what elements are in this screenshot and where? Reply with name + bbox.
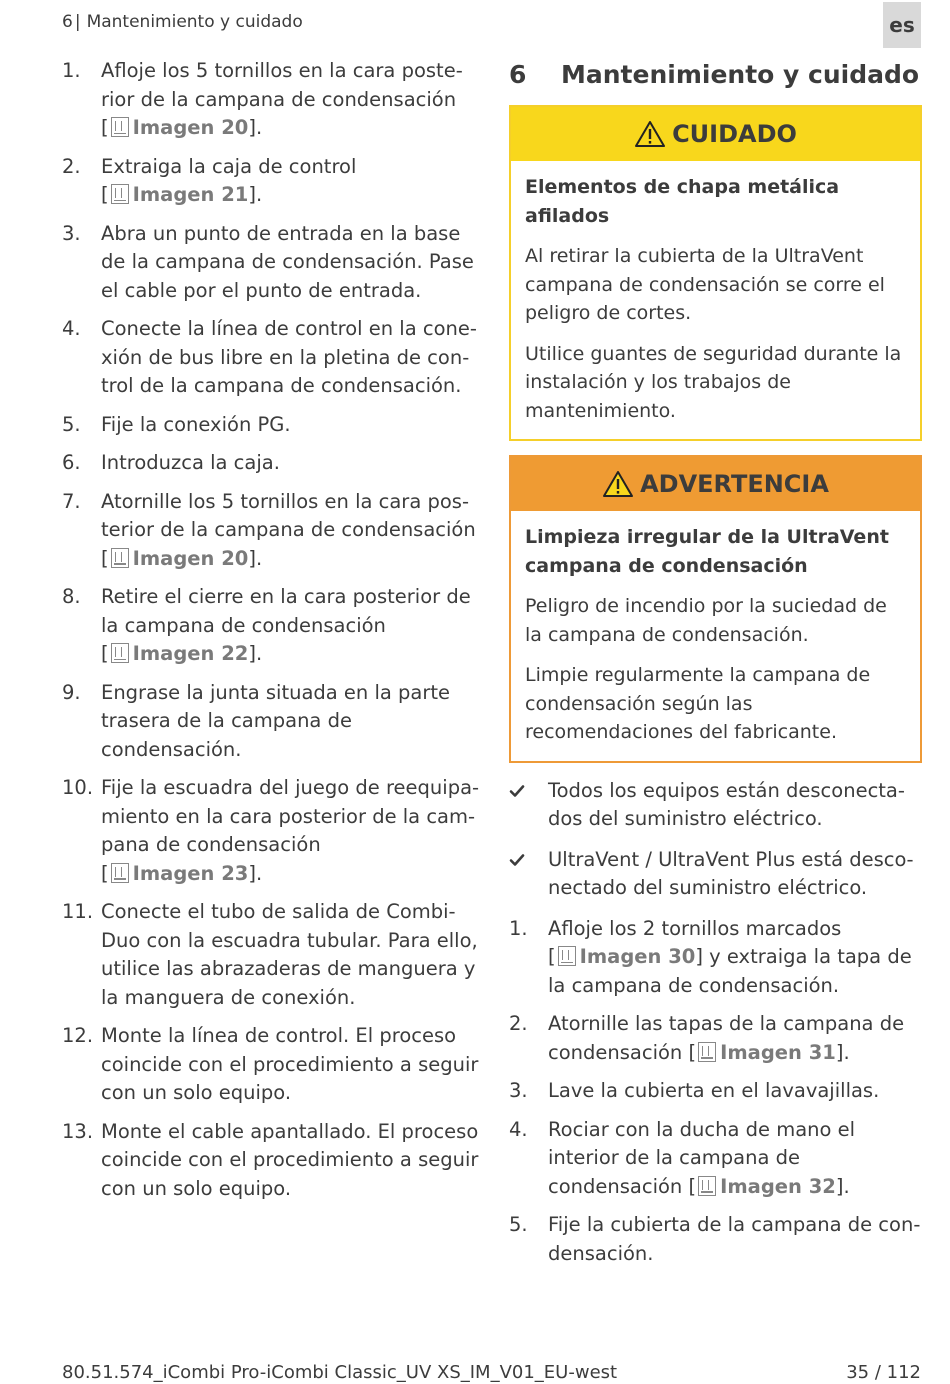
figure-reference-text[interactable]: Imagen 22 — [132, 642, 249, 665]
figure-reference-link[interactable]: [ Imagen 21] — [101, 183, 256, 206]
list-item: 2. Atornille las tapas de la campana de condensación [ Imagen 31]. — [509, 1012, 905, 1064]
section-heading — [509, 59, 922, 91]
caution-title: Elementos de chapa metálica afilados — [525, 176, 840, 227]
step-text: Afloje los 2 tornillos marcados — [548, 916, 842, 940]
list-item — [509, 915, 922, 1001]
step-number: 8. — [62, 585, 81, 608]
header-separator: | — [74, 12, 81, 32]
prerequisite-text: UltraVent / UltraVent Plus está desconectado del suministro eléctrico. — [548, 847, 914, 899]
cleaning-steps-list — [509, 915, 922, 1269]
step-number: 1. — [509, 916, 528, 940]
list-item — [62, 1118, 482, 1204]
step-text: Atornille los 5 tornillos en la cara posterior de la campana de condensación — [101, 489, 476, 541]
checkmark-icon — [509, 783, 525, 799]
list-item — [62, 220, 482, 306]
figure-reference-link[interactable]: [ Imagen 31] — [688, 1040, 844, 1064]
figure-icon — [111, 643, 129, 663]
caution-notice — [509, 105, 922, 441]
figure-icon — [698, 1176, 716, 1196]
warning-text-2: Limpie regularmente la campana de condensación según las recomendaciones del fabricante. — [525, 664, 871, 743]
prerequisite-item — [509, 777, 922, 834]
warning-notice — [509, 455, 922, 763]
step-text: Lave la cubierta en el lavavajillas. — [548, 1079, 880, 1102]
figure-reference-link[interactable]: [ Imagen 20] — [101, 116, 256, 139]
step-text: Conecte el tubo de salida de CombiDuo con la escuadra tubular. Para ello, utilice las abrazaderas de manguera y la manguera de conexión. — [101, 900, 478, 1009]
figure-reference-text[interactable]: Imagen 32 — [720, 1174, 836, 1198]
step-number: 3. — [509, 1079, 528, 1102]
caution-body — [511, 161, 920, 439]
chapter-title: Mantenimiento y cuidado — [86, 12, 303, 32]
step-text: Extraiga la caja de control — [101, 154, 357, 178]
prerequisites-list — [509, 777, 922, 903]
figure-reference-text[interactable]: Imagen 20 — [132, 116, 249, 139]
figure-icon — [111, 117, 129, 137]
list-item: 7. Atornille los 5 tornillos en la cara posterior de la campana de condensación [ Imagen 20]. — [62, 489, 476, 570]
caution-text-1: Al retirar la cubierta de la UltraVent campana de condensación se corre el peligro de cortes. — [525, 245, 885, 324]
list-item: 2. Extraiga la caja de control [ Imagen 21]. — [62, 154, 357, 206]
figure-icon — [111, 184, 129, 204]
figure-reference-link[interactable]: [ Imagen 23] — [101, 861, 256, 885]
figure-reference-text[interactable]: Imagen 31 — [720, 1040, 836, 1064]
warning-label: ADVERTENCIA — [640, 470, 829, 498]
step-number: 6. — [62, 451, 81, 474]
warning-title: Limpieza irregular de la UltraVent campana de condensación — [525, 526, 889, 577]
figure-reference-text[interactable]: Imagen 30 — [579, 945, 696, 968]
step-text: Afloje los 5 tornillos en la cara posterior de la campana de condensación — [101, 59, 463, 111]
section-number: 6 — [509, 60, 527, 89]
figure-reference-link[interactable]: [ Imagen 22] — [101, 642, 256, 665]
step-number: 5. — [62, 412, 81, 436]
step-text: Fije la cubierta de la campana de condensación. — [548, 1213, 921, 1265]
list-item: 1. Afloje los 5 tornillos en la cara posterior de la campana de condensación [ Imagen 20]. — [62, 59, 463, 139]
step-number: 7. — [62, 489, 81, 513]
warning-triangle-icon — [602, 470, 634, 498]
running-header — [62, 12, 303, 32]
warning-triangle-icon — [634, 120, 666, 148]
step-number: 12. — [62, 1024, 94, 1047]
figure-reference-link[interactable]: [ Imagen 32] — [688, 1174, 844, 1198]
step-number: 10. — [62, 776, 94, 799]
step-text: Engrase la junta situada en la parte trasera de la campana de condensación. — [101, 680, 451, 761]
step-number: 2. — [62, 154, 81, 178]
step-number: 2. — [509, 1012, 528, 1035]
step-text: Monte el cable apantallado. El proceso coincide con el procedimiento a seguir con un solo equipo. — [101, 1119, 479, 1200]
figure-reference-link[interactable]: [ Imagen 20] — [101, 546, 256, 570]
figure-icon — [111, 548, 129, 568]
list-item — [62, 315, 482, 401]
list-item — [62, 411, 482, 440]
installation-steps-list — [62, 57, 482, 1203]
list-item — [62, 898, 482, 1012]
footer-document-id: 80.51.574_iCombi Pro-iCombi Classic_UV XS_IM_V01_EU-west — [62, 1362, 618, 1383]
step-text: Atornille las tapas de la campana de condensación — [548, 1012, 905, 1064]
step-number: 13. — [62, 1119, 94, 1143]
list-item: 10. Fije la escuadra del juego de reequipamiento en la cara posterior de la campana de condensación [ Imagen 23]. — [62, 776, 480, 885]
step-text: Introduzca la caja. — [101, 451, 280, 474]
step-text-continued: y extraiga la tapa de la campana de condensación. — [548, 945, 912, 997]
list-item: 4. Rociar con la ducha de mano el interior de la campana de condensación [ Imagen 32]. — [509, 1117, 856, 1198]
left-column — [62, 57, 482, 1213]
step-text: Monte la línea de control. El proceso coincide con el procedimiento a seguir con un solo equipo. — [101, 1024, 479, 1104]
step-text: Rociar con la ducha de mano el interior de la campana de condensación — [548, 1117, 856, 1198]
list-item — [62, 679, 482, 765]
step-number: 3. — [62, 221, 81, 245]
figure-icon — [558, 946, 576, 966]
list-item — [62, 449, 482, 478]
figure-icon — [698, 1042, 716, 1062]
chapter-number: 6 — [62, 12, 73, 32]
step-number: 11. — [62, 900, 94, 923]
warning-body — [511, 511, 920, 761]
caution-header — [511, 107, 920, 161]
language-badge: es — [883, 2, 921, 48]
list-item — [509, 1077, 922, 1106]
step-number: 9. — [62, 680, 81, 704]
step-number: 4. — [62, 317, 81, 340]
figure-icon — [111, 863, 129, 883]
footer-page-number: 35 / 112 — [846, 1362, 921, 1383]
figure-reference-link[interactable]: [ Imagen 30] — [548, 945, 703, 968]
warning-text-1: Peligro de incendio por la suciedad de la campana de condensación. — [525, 595, 887, 646]
list-item: 8. Retire el cierre en la cara posterior de la campana de condensación [ Imagen 22]. — [62, 585, 471, 665]
step-text: Fije la conexión PG. — [101, 412, 291, 436]
prerequisite-item — [509, 846, 922, 903]
figure-reference-text[interactable]: Imagen 20 — [132, 546, 249, 570]
checkmark-icon — [509, 852, 525, 868]
warning-header — [511, 457, 920, 511]
figure-reference-text[interactable]: Imagen 21 — [132, 183, 249, 206]
caution-text-2: Utilice guantes de seguridad durante la instalación y los trabajos de mantenimiento. — [525, 342, 902, 422]
step-text: Conecte la línea de control en la conexión de bus libre en la pletina de control de la campana de condensación. — [101, 317, 477, 397]
prerequisite-text: Todos los equipos están desconectados del suministro eléctrico. — [548, 778, 905, 830]
list-item — [509, 1211, 922, 1268]
step-text: Retire el cierre en la cara posterior de la campana de condensación — [101, 585, 471, 637]
step-number: 1. — [62, 59, 81, 82]
caution-label: CUIDADO — [672, 120, 797, 148]
step-text: Fije la escuadra del juego de reequipamiento en la cara posterior de la campana de condensación — [101, 776, 480, 856]
step-number: 4. — [509, 1117, 528, 1141]
right-column — [509, 57, 922, 1278]
section-title: Mantenimiento y cuidado — [561, 60, 920, 89]
step-number: 5. — [509, 1213, 528, 1236]
step-text: Abra un punto de entrada en la base de la campana de condensación. Pase el cable por el punto de entrada. — [101, 221, 474, 302]
figure-reference-text[interactable]: Imagen 23 — [132, 861, 249, 885]
list-item — [62, 1022, 482, 1108]
